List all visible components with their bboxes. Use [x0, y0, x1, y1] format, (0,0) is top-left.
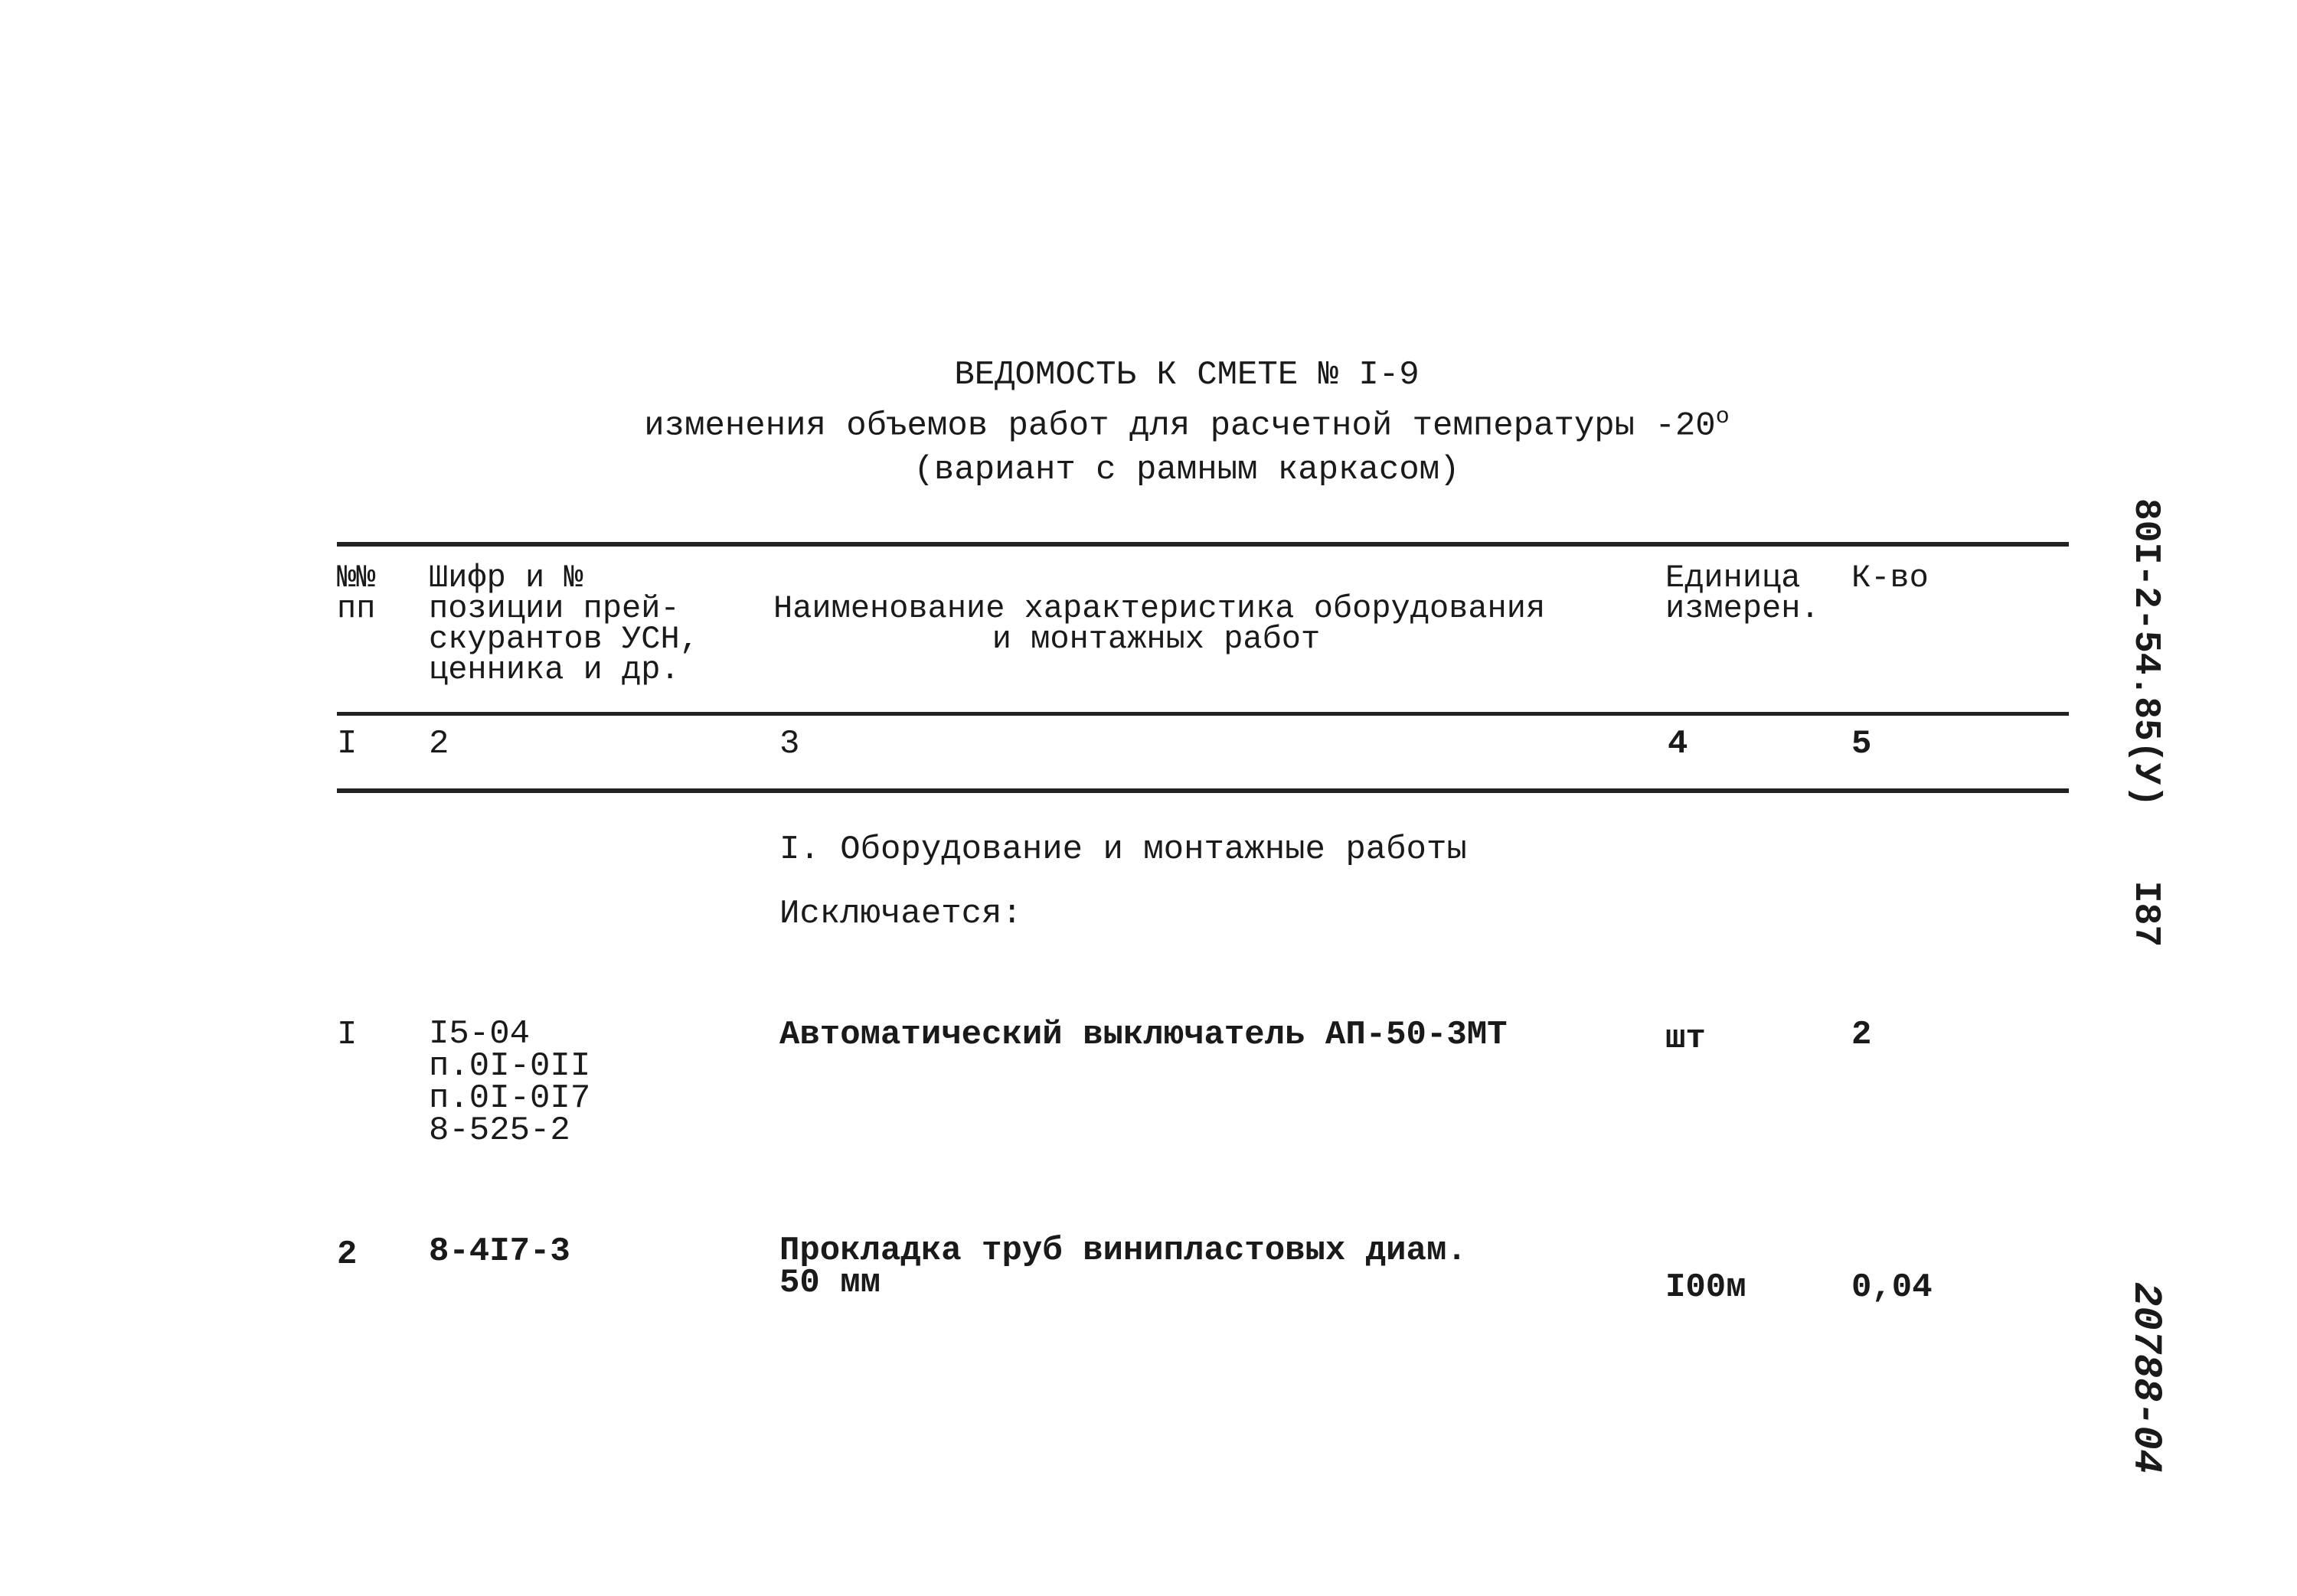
row-1-name: Автоматический выключатель АП-50-3МТ [779, 1016, 1508, 1054]
column-number-4: 4 [1668, 725, 1688, 763]
header-col-qty: К-во [1851, 560, 1929, 596]
row-2-name: Прокладка труб винипластовых диам. 50 мм [779, 1232, 1467, 1302]
subtitle-text: изменения объемов работ для расчетной температуры -20 [644, 406, 1716, 446]
section-title: I. Оборудование и монтажные работы [779, 831, 1467, 869]
header-col-unit: Единица измерен. [1665, 560, 1820, 627]
column-number-1: I [337, 725, 358, 763]
row-1-code: I5-04 п.0I-0II п.0I-0I7 8-525-2 [429, 1015, 591, 1150]
column-number-5: 5 [1851, 725, 1872, 763]
degree-superscript: o [1715, 404, 1730, 430]
document-code-label: 80I-2-54.85(У) [2125, 498, 2166, 808]
column-number-3: 3 [779, 725, 800, 763]
inventory-number-label: 20788-04 [2123, 1282, 2168, 1474]
row-1-unit: шт [1665, 1020, 1706, 1058]
row-2-unit: I00м [1665, 1268, 1746, 1307]
table-top-rule [337, 542, 2069, 547]
row-2-code: 8-4I7-3 [429, 1232, 570, 1271]
document-title: ВЕДОМОСТЬ К СМЕТЕ № I-9 [954, 356, 1420, 394]
header-bottom-rule [337, 712, 2069, 716]
page-number-label: I87 [2125, 880, 2166, 948]
header-col-number: №№ пп [337, 560, 376, 627]
row-1-number: I [337, 1016, 358, 1054]
header-col-code: Шифр и № позиции прей- скурантов УСН, ценника и др. [429, 560, 699, 688]
header-col-name-line1: Наименование характеристика оборудования [773, 590, 1546, 627]
document-variant: (вариант с рамным каркасом) [913, 451, 1460, 489]
header-col-name-line2: и монтажных работ [992, 621, 1321, 658]
column-number-2: 2 [429, 725, 449, 763]
column-numbers-rule [337, 788, 2069, 793]
row-2-qty: 0,04 [1851, 1268, 1933, 1307]
row-1-qty: 2 [1851, 1016, 1872, 1054]
row-2-number: 2 [337, 1235, 358, 1274]
document-subtitle [0, 404, 2297, 446]
section-subtitle: Исключается: [779, 895, 1022, 933]
